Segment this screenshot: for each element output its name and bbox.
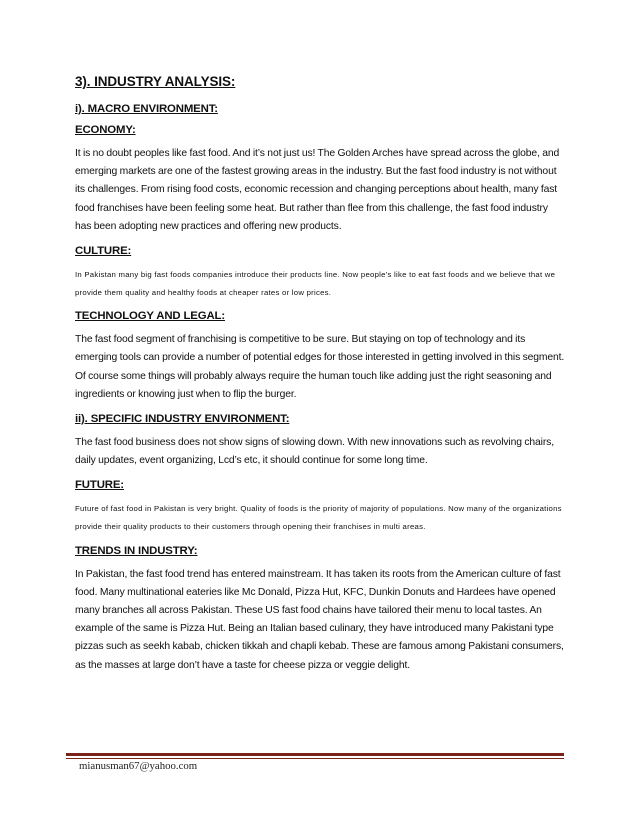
paragraph-future: Future of fast food in Pakistan is very bright. Quality of foods is the priority of majority of populations. Now many of the organizations provide their quality products to their customers through opening their franchises in multi areas. [75, 504, 562, 532]
paragraph-trends-in-industry: In Pakistan, the fast food trend has entered mainstream. It has taken its roots from the American culture of fast food. Many multinational eateries like Mc Donald, Pizza Hut, KFC, Dunkin Donuts and Hardees have opened many branches all across Pakistan. These US fast food chains have tailored their menu to local tastes. An example of the same is Pizza Hut. Being an Italian based culinary, they have introduced many Pakistani type pizzas such as seekh kabab, chicken tikkah and chapli kebab. These are famous among Pakistani consumers, as the masses at large don’t have a taste for cheese pizza or veggie delight. [75, 568, 564, 671]
page-content [75, 74, 565, 684]
heading-trends-in-industry: TRENDS IN INDUSTRY: [75, 544, 198, 557]
paragraph-specific-industry-environment: The fast food business does not show signs of slowing down. With new innovations such as revolving chairs, daily updates, event organizing, Lcd’s etc, it should continue for some long time. [75, 437, 554, 467]
heading-technology-legal: TECHNOLOGY AND LEGAL: [75, 310, 225, 323]
footer-rule-thin [66, 758, 564, 759]
footer-email: mianusman67@yahoo.com [79, 760, 198, 772]
paragraph-culture: In Pakistan many big fast foods companies introduce their products line. Now people’s like to eat fast foods and we believe that we provide them quality and healthy foods at cheaper rates or low prices. [75, 270, 556, 297]
heading-macro-environment: i). MACRO ENVIRONMENT: [75, 103, 218, 115]
heading-economy: ECONOMY: [75, 124, 136, 136]
heading-specific-industry-environment: ii). SPECIFIC INDUSTRY ENVIRONMENT: [75, 413, 290, 426]
heading-culture: CULTURE: [75, 245, 132, 258]
heading-future: FUTURE: [75, 479, 124, 492]
paragraph-technology-legal: The fast food segment of franchising is competitive to be sure. But staying on top of technology and its emerging tools can provide a number of potential edges for those interested in getting involved in this segment. Of course some things will probably always require the human touch like adding just the right seasoning and ingredients or knowing just when to flip the burger. [75, 334, 565, 400]
footer-rule-thick [66, 753, 564, 756]
page-title: 3). INDUSTRY ANALYSIS: [75, 74, 236, 89]
paragraph-economy: It is no doubt peoples like fast food. And it’s not just us! The Golden Arches have spread across the globe, and emerging markets are one of the fastest growing areas in the industry. But the fast food industry is not without its challenges. From rising food costs, economic recession and changing perceptions about health, many fast food franchises have been feeling some heat. But rather than flee from this challenge, the fast food industry has been adopting new practices and offering new products. [75, 148, 560, 232]
